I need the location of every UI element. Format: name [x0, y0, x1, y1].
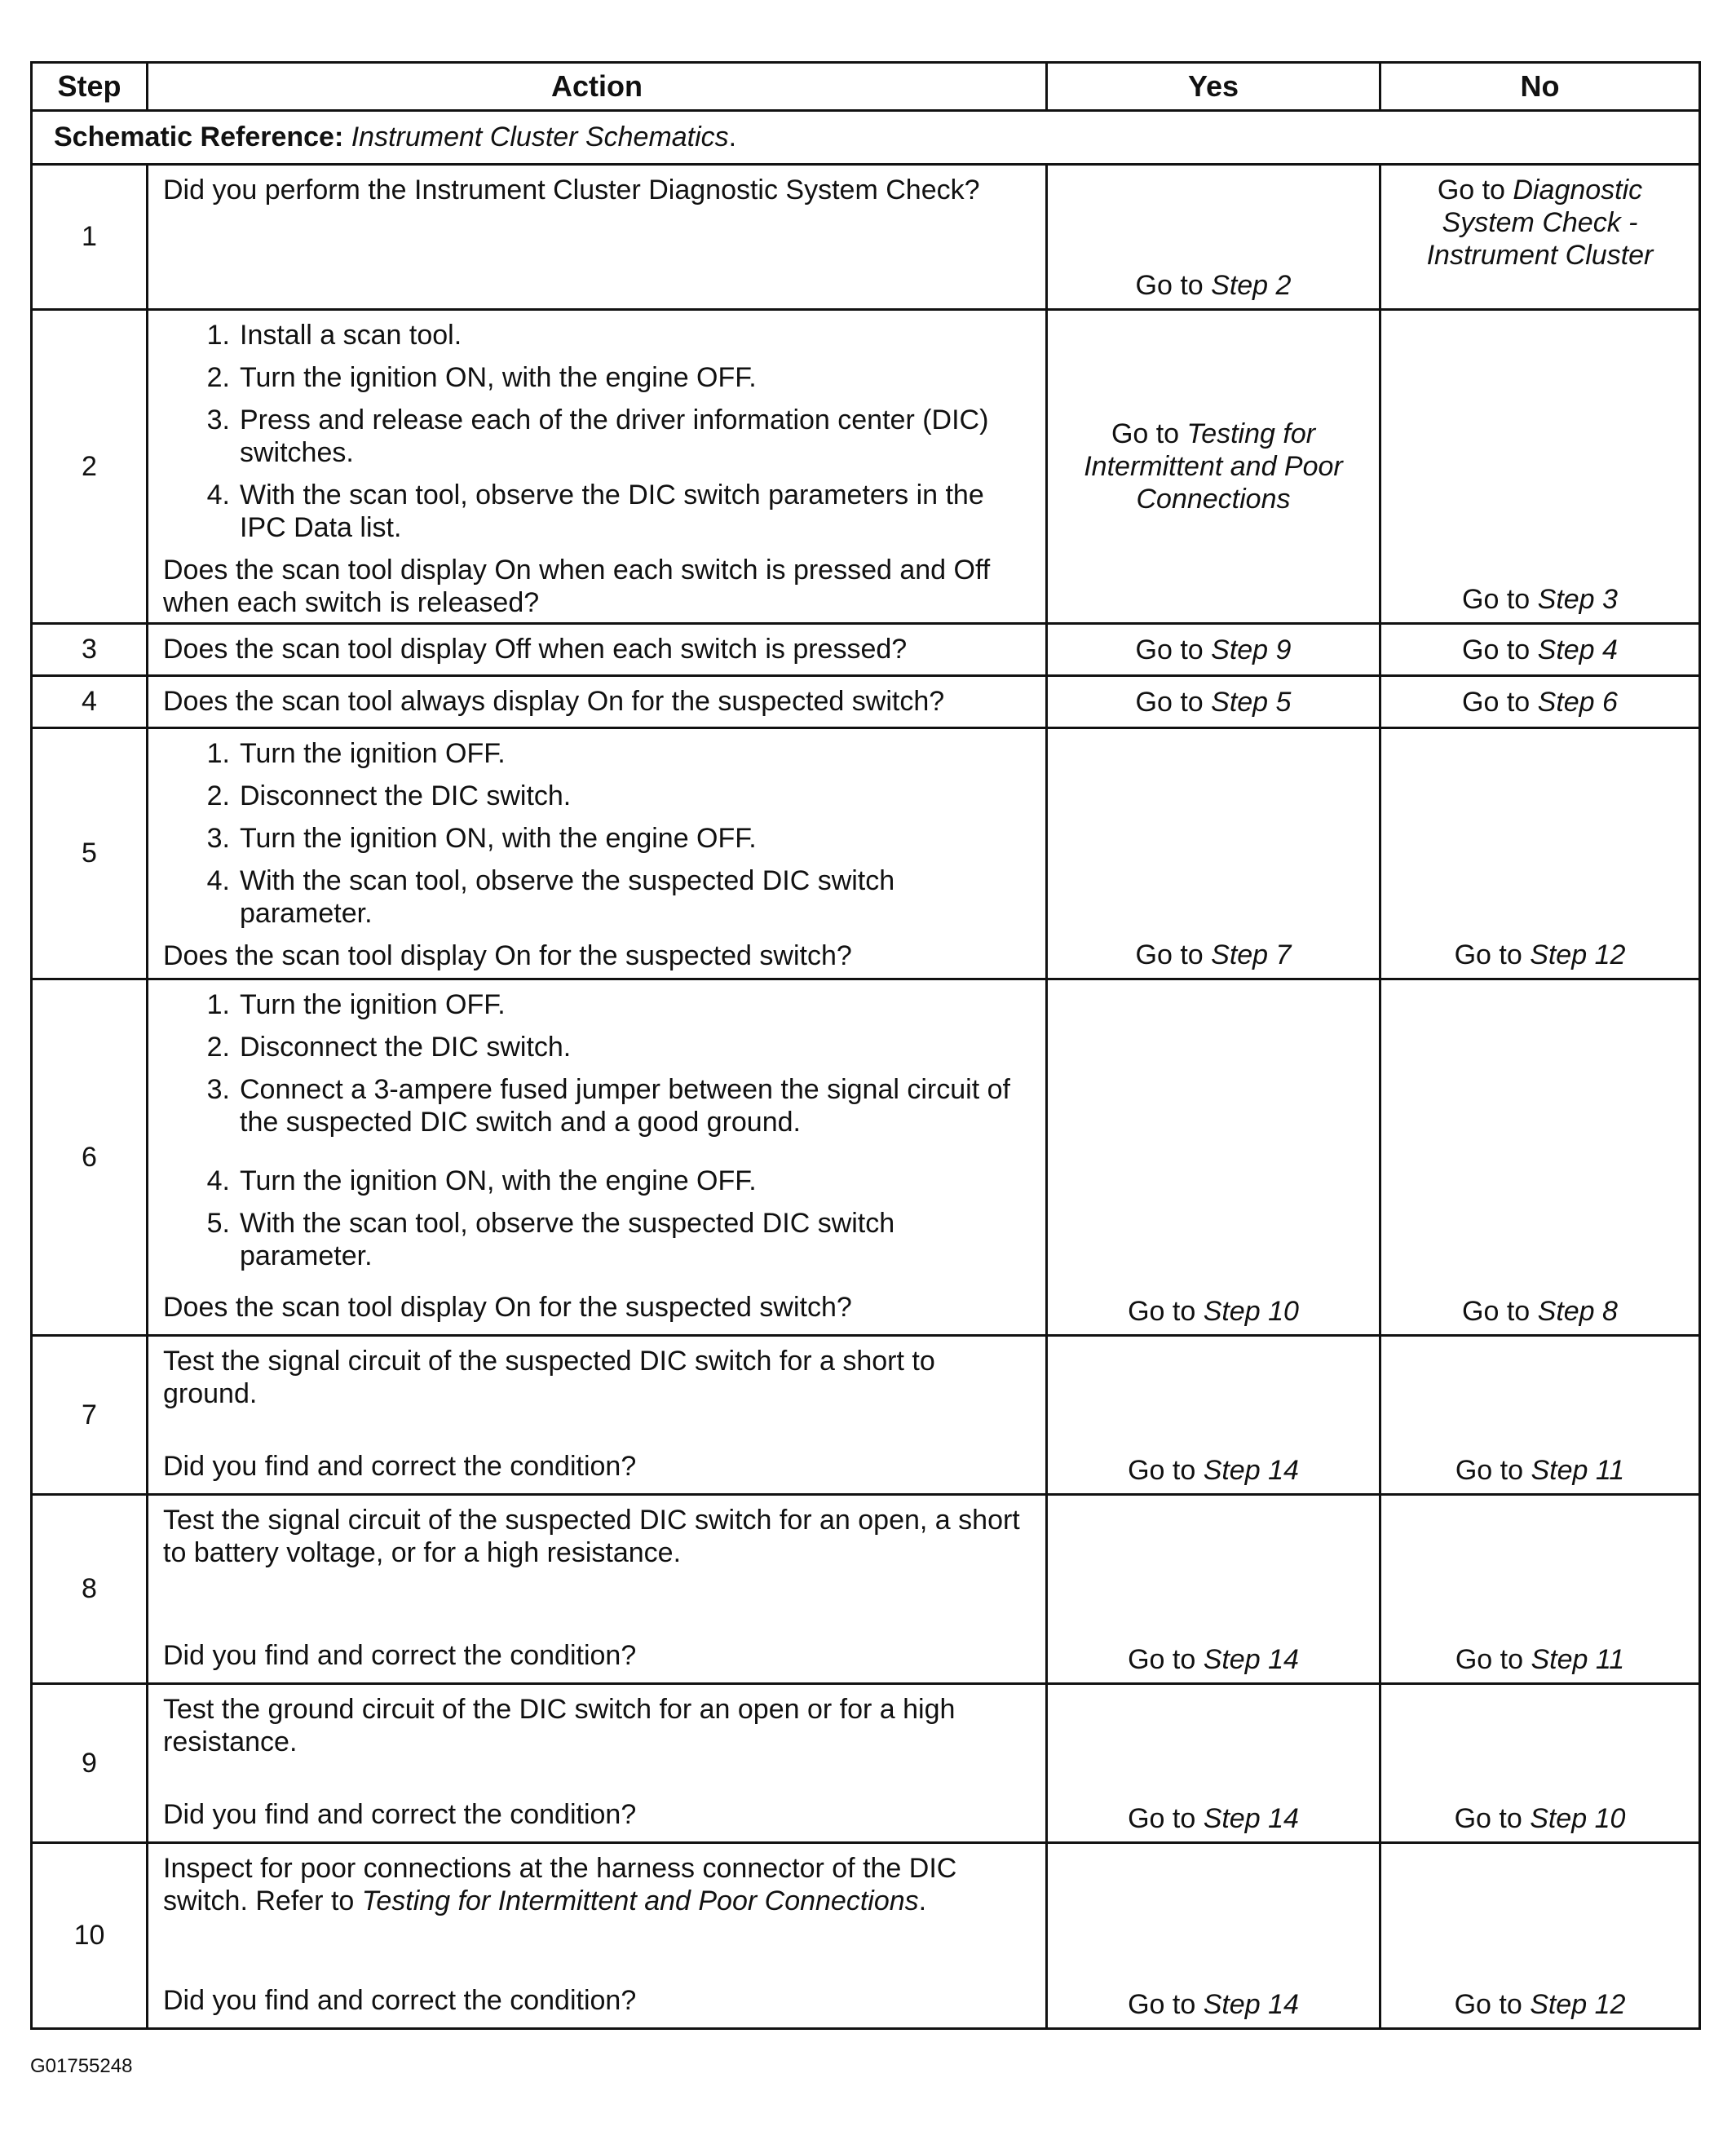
action-question: Does the scan tool always display On for the suspected switch?	[163, 686, 945, 717]
no-goto-prefix: Go to	[1454, 1803, 1531, 1834]
yes-goto-link[interactable]: Testing for Intermittent and Poor Connections	[1084, 418, 1343, 515]
no-goto-prefix: Go to	[1462, 634, 1538, 665]
list-item-text: Press and release each of the driver information center (DIC) switches.	[240, 404, 989, 468]
list-item	[163, 319, 1031, 351]
action-intro-text: Test the signal circuit of the suspected DIC switch for an open, a short to battery voltage, or for a high resistance.	[163, 1505, 1020, 1568]
no-goto-link[interactable]: Step 11	[1531, 1644, 1625, 1675]
no-goto-link[interactable]: Step 3	[1537, 584, 1618, 615]
list-item	[163, 864, 1031, 930]
yes-result	[1056, 634, 1371, 666]
schematic-suffix: .	[728, 122, 737, 153]
list-item-text: Turn the ignition OFF.	[240, 738, 506, 769]
action-cell	[148, 676, 1047, 728]
schematic-link[interactable]: Instrument Cluster Schematics	[351, 122, 729, 153]
action-question: Did you find and correct the condition?	[163, 1799, 637, 1830]
table-row	[32, 979, 1700, 1336]
action-question: Did you find and correct the condition?	[163, 1451, 637, 1482]
yes-goto-link[interactable]: Step 14	[1203, 1455, 1299, 1486]
action-question: Did you find and correct the condition?	[163, 1640, 637, 1671]
header-no: No	[1380, 63, 1700, 111]
no-goto-prefix: Go to	[1454, 1989, 1531, 2020]
action-cell	[148, 165, 1047, 310]
no-cell	[1380, 1336, 1700, 1495]
yes-cell	[1047, 1336, 1380, 1495]
list-item	[163, 1031, 1031, 1063]
list-item-number: 2.	[206, 780, 230, 811]
yes-goto-prefix: Go to	[1111, 418, 1187, 449]
list-item-number: 3.	[206, 1074, 230, 1105]
list-item	[163, 988, 1031, 1021]
yes-result	[1048, 269, 1379, 302]
yes-cell	[1047, 1684, 1380, 1843]
table-row	[32, 1684, 1700, 1843]
action-cell	[148, 624, 1047, 676]
action-question: Does the scan tool display Off when each switch is pressed?	[163, 634, 908, 665]
list-item-number: 3.	[206, 823, 230, 854]
action-intro	[163, 1345, 1031, 1410]
no-result	[1389, 634, 1690, 666]
list-item-number: 2.	[206, 1032, 230, 1063]
action-intro-text: Did you perform the Instrument Cluster Diagnostic System Check?	[163, 175, 980, 206]
yes-goto-link[interactable]: Step 9	[1211, 634, 1292, 665]
action-cell	[148, 1336, 1047, 1495]
list-item-text: Turn the ignition ON, with the engine OFF.	[240, 823, 757, 854]
no-result	[1381, 1454, 1698, 1487]
list-item-text: Turn the ignition OFF.	[240, 989, 506, 1020]
action-cell	[148, 1684, 1047, 1843]
table-row	[32, 1495, 1700, 1684]
list-item	[163, 1073, 1031, 1138]
step-number: 1	[32, 165, 148, 310]
no-result	[1381, 1643, 1698, 1676]
action-question: Does the scan tool display On for the suspected switch?	[163, 1292, 852, 1323]
step-number: 10	[32, 1843, 148, 2029]
yes-goto-prefix: Go to	[1128, 1803, 1204, 1834]
action-intro-text: Test the ground circuit of the DIC switch for an open or for a high resistance.	[163, 1694, 956, 1757]
no-cell	[1380, 979, 1700, 1336]
list-item-text: With the scan tool, observe the DIC switch parameters in the IPC Data list.	[240, 480, 984, 543]
list-item-number: 4.	[206, 865, 230, 896]
action-cell	[148, 1843, 1047, 2029]
yes-cell	[1047, 310, 1380, 624]
step-number: 2	[32, 310, 148, 624]
action-steps-list	[163, 319, 1031, 554]
yes-goto-prefix: Go to	[1128, 1989, 1204, 2020]
action-steps-list	[163, 988, 1031, 1282]
yes-cell	[1047, 165, 1380, 310]
yes-goto-link[interactable]: Step 2	[1211, 270, 1292, 301]
action-intro-suffix: .	[918, 1885, 927, 1916]
table-row	[32, 676, 1700, 728]
yes-goto-prefix: Go to	[1128, 1644, 1204, 1675]
list-item-number: 4.	[206, 480, 230, 511]
yes-result	[1056, 418, 1371, 515]
table-row	[32, 624, 1700, 676]
action-intro	[163, 1504, 1031, 1569]
header-yes: Yes	[1047, 63, 1380, 111]
action-cell	[148, 310, 1047, 624]
yes-goto-link[interactable]: Step 10	[1203, 1296, 1299, 1327]
yes-goto-prefix: Go to	[1128, 1296, 1204, 1327]
no-result	[1389, 174, 1690, 272]
action-reference-link[interactable]: Testing for Intermittent and Poor Connections	[361, 1885, 919, 1916]
yes-cell	[1047, 1843, 1380, 2029]
list-item-number: 4.	[206, 1165, 230, 1196]
list-item-number: 3.	[206, 404, 230, 435]
action-cell	[148, 728, 1047, 979]
yes-goto-prefix: Go to	[1135, 270, 1212, 301]
table-row	[32, 310, 1700, 624]
action-question: Does the scan tool display On when each switch is pressed and Off when each switch is released?	[163, 555, 991, 618]
yes-result	[1048, 1988, 1379, 2021]
yes-goto-prefix: Go to	[1135, 939, 1212, 970]
list-item	[163, 737, 1031, 770]
no-cell	[1380, 676, 1700, 728]
list-item	[163, 479, 1031, 544]
list-item-text: Connect a 3-ampere fused jumper between the signal circuit of the suspected DIC switch and a good ground.	[240, 1074, 1010, 1138]
schematic-label: Schematic Reference:	[54, 122, 344, 153]
no-cell	[1380, 165, 1700, 310]
no-cell	[1380, 1495, 1700, 1684]
no-goto-link[interactable]: Step 12	[1530, 1989, 1626, 2020]
yes-goto-prefix: Go to	[1135, 634, 1212, 665]
list-item-number: 1.	[206, 738, 230, 769]
yes-goto-link[interactable]: Step 14	[1203, 1803, 1299, 1834]
step-number: 7	[32, 1336, 148, 1495]
list-item	[163, 404, 1031, 469]
list-item	[163, 822, 1031, 855]
step-number: 6	[32, 979, 148, 1336]
table-row	[32, 728, 1700, 979]
yes-goto-link[interactable]: Step 14	[1203, 1989, 1299, 2020]
yes-cell	[1047, 1495, 1380, 1684]
list-item-number: 5.	[206, 1208, 230, 1239]
no-result	[1389, 686, 1690, 718]
yes-result	[1056, 686, 1371, 718]
yes-goto-link[interactable]: Step 5	[1211, 686, 1292, 718]
no-goto-link[interactable]: Step 4	[1537, 634, 1618, 665]
list-item	[163, 780, 1031, 812]
yes-goto-prefix: Go to	[1128, 1455, 1204, 1486]
yes-goto-link[interactable]: Step 14	[1203, 1644, 1299, 1675]
list-item-text: With the scan tool, observe the suspected DIC switch parameter.	[240, 1208, 895, 1271]
no-goto-link[interactable]: Step 10	[1530, 1803, 1626, 1834]
yes-result	[1048, 1295, 1379, 1328]
no-cell	[1380, 728, 1700, 979]
yes-result	[1048, 939, 1379, 971]
list-item-text: Disconnect the DIC switch.	[240, 1032, 572, 1063]
action-intro	[163, 1852, 1031, 1917]
action-cell	[148, 979, 1047, 1336]
yes-result	[1048, 1643, 1379, 1676]
step-number: 3	[32, 624, 148, 676]
no-goto-link[interactable]: Step 8	[1537, 1296, 1618, 1327]
header-row	[32, 63, 1700, 111]
list-item-text: Disconnect the DIC switch.	[240, 780, 572, 811]
step-number: 4	[32, 676, 148, 728]
list-item-text: Turn the ignition ON, with the engine OFF.	[240, 362, 757, 393]
no-goto-link[interactable]: Step 12	[1530, 939, 1626, 970]
no-goto-link[interactable]: Diagnostic System Check - Instrument Cluster	[1426, 175, 1654, 271]
step-number: 8	[32, 1495, 148, 1684]
schematic-row	[32, 111, 1700, 165]
yes-cell	[1047, 728, 1380, 979]
no-cell	[1380, 310, 1700, 624]
list-item-number: 1.	[206, 989, 230, 1020]
list-item-text: Turn the ignition ON, with the engine OFF.	[240, 1165, 757, 1196]
yes-goto-link[interactable]: Step 7	[1211, 939, 1292, 970]
action-question: Did you find and correct the condition?	[163, 1985, 637, 2016]
no-result	[1381, 583, 1698, 616]
list-item-text: Install a scan tool.	[240, 320, 462, 351]
header-step: Step	[32, 63, 148, 111]
no-goto-link[interactable]: Step 11	[1531, 1455, 1625, 1486]
list-item-text: With the scan tool, observe the suspected DIC switch parameter.	[240, 865, 895, 929]
no-cell	[1380, 1684, 1700, 1843]
step-number: 5	[32, 728, 148, 979]
action-intro	[163, 174, 1031, 206]
schematic-reference	[32, 111, 1700, 165]
yes-result	[1048, 1802, 1379, 1835]
yes-result	[1048, 1454, 1379, 1487]
no-cell	[1380, 1843, 1700, 2029]
list-item	[163, 1207, 1031, 1272]
no-result	[1381, 1802, 1698, 1835]
table-row	[32, 1843, 1700, 2029]
no-goto-prefix: Go to	[1455, 1455, 1531, 1486]
action-intro-text: Test the signal circuit of the suspected DIC switch for a short to ground.	[163, 1346, 935, 1409]
no-result	[1381, 1295, 1698, 1328]
list-item	[163, 1165, 1031, 1197]
no-goto-prefix: Go to	[1462, 584, 1538, 615]
yes-cell	[1047, 624, 1380, 676]
diagnostic-table	[30, 61, 1701, 2030]
action-steps-list	[163, 737, 1031, 939]
no-goto-prefix: Go to	[1454, 939, 1531, 970]
yes-goto-prefix: Go to	[1135, 686, 1212, 718]
action-intro-text: Inspect for poor connections at the harness connector of the DIC switch. Refer to	[163, 1853, 957, 1916]
action-question: Does the scan tool display On for the suspected switch?	[163, 940, 852, 971]
no-cell	[1380, 624, 1700, 676]
step-number: 9	[32, 1684, 148, 1843]
no-result	[1381, 1988, 1698, 2021]
list-item-number: 1.	[206, 320, 230, 351]
action-intro	[163, 1693, 1031, 1758]
header-action: Action	[148, 63, 1047, 111]
no-goto-link[interactable]: Step 6	[1537, 686, 1618, 718]
yes-cell	[1047, 676, 1380, 728]
no-goto-prefix: Go to	[1462, 1296, 1538, 1327]
table-row	[32, 1336, 1700, 1495]
yes-cell	[1047, 979, 1380, 1336]
list-item-number: 2.	[206, 362, 230, 393]
list-item	[163, 361, 1031, 394]
action-cell	[148, 1495, 1047, 1684]
no-goto-prefix: Go to	[1437, 175, 1513, 206]
no-goto-prefix: Go to	[1462, 686, 1538, 718]
figure-id: G01755248	[30, 2055, 133, 2077]
no-result	[1381, 939, 1698, 971]
table-row	[32, 165, 1700, 310]
no-goto-prefix: Go to	[1455, 1644, 1531, 1675]
